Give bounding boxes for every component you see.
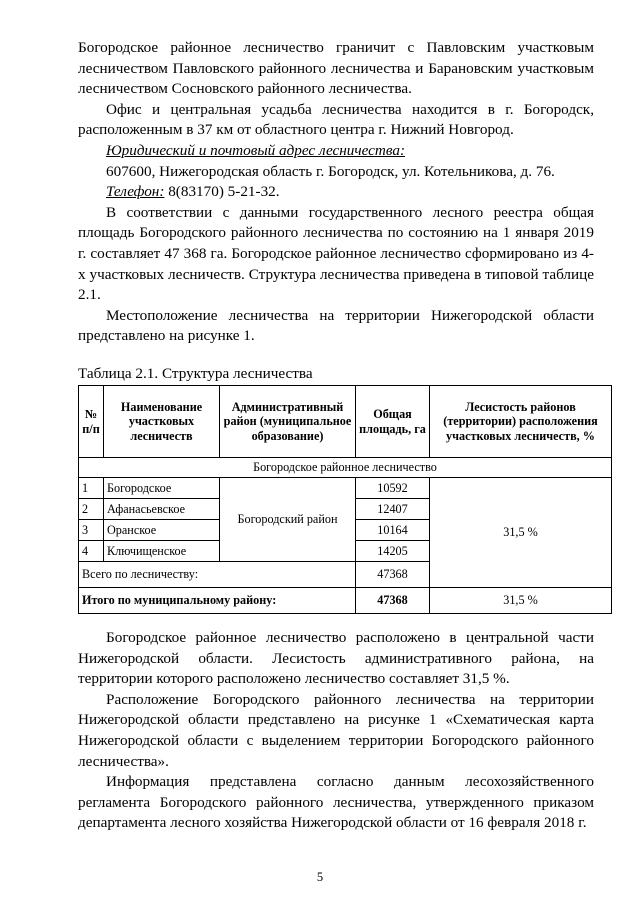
- row-name: Оранское: [104, 520, 220, 541]
- bottom-text: [78, 628, 594, 834]
- table-row: [79, 478, 612, 499]
- header-forest: Лесистость районов (территории) расположения участковых лесничеств, %: [430, 386, 612, 458]
- phone-value: 8(83170) 5-21-32.: [164, 183, 280, 201]
- grand-total-forest: 31,5 %: [430, 588, 612, 614]
- paragraph-office: Офис и центральная усадьба лесничества находится в г. Богородск, расположенным в 37 км от областного центра г. Нижний Новгород.: [78, 100, 594, 139]
- row-num: 1: [79, 478, 104, 499]
- address-label-text: Юридический и почтовый адрес лесничества:: [106, 141, 406, 159]
- row-area: 12407: [356, 499, 430, 520]
- grand-total-label: Итого по муниципальному району:: [79, 588, 356, 614]
- phone-label: Телефон:: [106, 183, 165, 201]
- row-name: Афанасьевское: [104, 499, 220, 520]
- paragraph-central: Богородское районное лесничество расположено в центральной части Нижегородской области. Лесистость административного района, на территории которого расположено лесничество составляет 31,5 %.: [78, 629, 594, 688]
- row-name: Богородское: [104, 478, 220, 499]
- forest-cell: 31,5 %: [430, 478, 612, 588]
- group-row: [79, 458, 612, 478]
- row-name: Ключищенское: [104, 541, 220, 562]
- row-num: 4: [79, 541, 104, 562]
- header-district: Административный район (муниципальное образование): [220, 386, 356, 458]
- header-num: № п/п: [79, 386, 104, 458]
- paragraph-registry: В соответствии с данными государственного лесного реестра общая площадь Богородского районного лесничества по состоянию на 1 января 2019 г. составляет 47 368 га. Богородское районное лесничество сформировано из 4-х участковых лесничеств. Структура лесничества приведена в типовой таблице 2.1.: [78, 203, 594, 304]
- page-number: 5: [316, 870, 324, 884]
- row-num: 2: [79, 499, 104, 520]
- address-label: [78, 141, 594, 162]
- grand-total-area: 47368: [356, 588, 430, 614]
- total-label: Всего по лесничеству:: [79, 562, 356, 588]
- top-text: [78, 38, 594, 347]
- row-area: 10164: [356, 520, 430, 541]
- paragraph-borders: Богородское районное лесничество граничит с Павловским участковым лесничеством Павловского районного лесничества и Барановским участковым лесничеством Сосновского районного лесничества.: [78, 39, 594, 98]
- grand-total-row: [79, 588, 612, 614]
- total-area: 47368: [356, 562, 430, 588]
- address-value: 607600, Нижегородская область г. Богородск, ул. Котельникова, д. 76.: [106, 162, 555, 180]
- paragraph-location: Местоположение лесничества на территории Нижегородской области представлено на рисунке 1.: [78, 306, 594, 345]
- group-title: Богородское районное лесничество: [79, 458, 612, 478]
- row-area: 10592: [356, 478, 430, 499]
- phone-line: [78, 182, 594, 203]
- table-caption: Таблица 2.1. Структура лесничества: [78, 365, 313, 382]
- district-cell: Богородский район: [220, 478, 356, 562]
- row-area: 14205: [356, 541, 430, 562]
- structure-table: [78, 385, 612, 614]
- paragraph-map: Расположение Богородского районного лесничества на территории Нижегородской области представлено на рисунке 1 «Схематическая карта Нижегородской области с выделением территории Богородского районного лесничества».: [78, 690, 594, 770]
- table-header-row: [79, 386, 612, 458]
- header-area: Общая площадь, га: [356, 386, 430, 458]
- row-num: 3: [79, 520, 104, 541]
- paragraph-source: Информация представлена согласно данным лесохозяйственного регламента Богородского районного лесничества, утвержденного приказом департамента лесного хозяйства Нижегородской области от 16 февраля 2018 г.: [78, 773, 594, 832]
- header-name: Наименование участковых лесничеств: [104, 386, 220, 458]
